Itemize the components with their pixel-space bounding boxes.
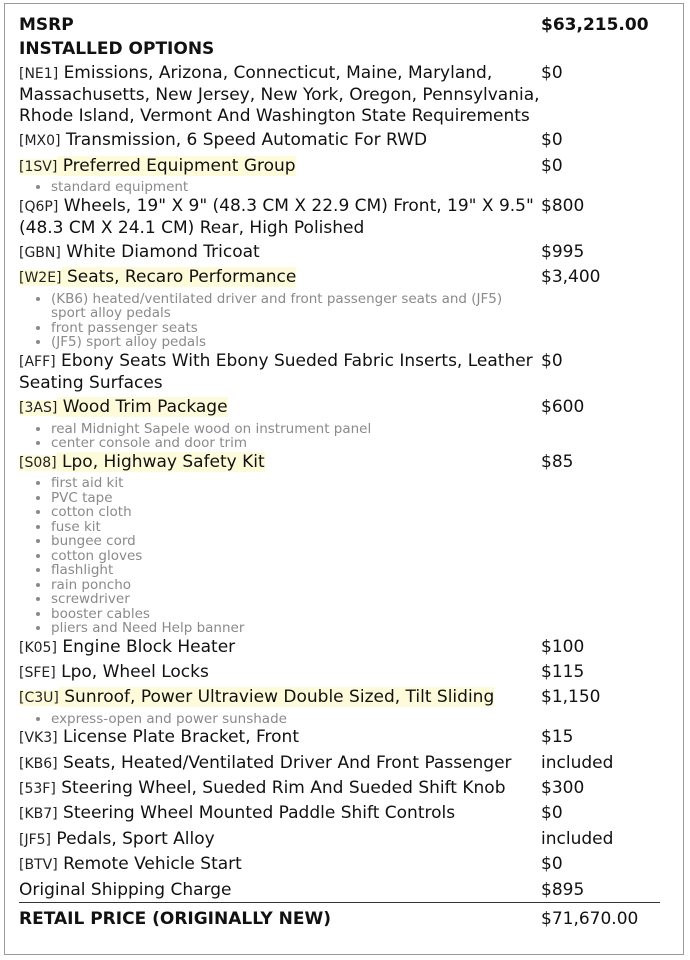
option-price: $600 xyxy=(541,397,585,418)
option-code: [MX0] xyxy=(19,133,61,150)
option-title: White Diamond Tricoat xyxy=(66,242,260,263)
option-row xyxy=(19,351,659,397)
options-list xyxy=(19,63,659,880)
option-code: [AFF] xyxy=(19,353,56,370)
option-price: $0 xyxy=(541,130,563,151)
equipment-list xyxy=(19,712,541,727)
option-title: Wheels, 19" X 9" (48.3 CM X 22.9 CM) Front, 19" X 9.5" (48.3 CM X 24.1 CM) Rear, High Polished xyxy=(19,195,534,238)
option-name xyxy=(19,351,541,394)
option-title: Emissions, Arizona, Connecticut, Maine, Maryland, Massachusetts, New Jersey, New York, Oregon, Pennsylvania, Rhode Island, Vermont And Washington State Requirements xyxy=(19,63,540,126)
option-name xyxy=(19,242,541,264)
msrp-label: MSRP xyxy=(19,15,74,35)
equipment-item: • front passenger seats xyxy=(51,321,541,336)
equipment-item: • booster cables xyxy=(51,607,541,622)
option-price: $100 xyxy=(541,636,585,657)
equipment-item: • express-open and power sunshade xyxy=(51,712,541,727)
msrp-row xyxy=(19,15,659,39)
equipment-item: • pliers and Need Help banner xyxy=(51,621,541,636)
equipment-item: • first aid kit xyxy=(51,476,541,491)
option-price: $15 xyxy=(541,727,574,748)
equipment-item: • screwdriver xyxy=(51,592,541,607)
option-row xyxy=(19,662,659,687)
option-price: $300 xyxy=(541,777,585,798)
option-title: Remote Vehicle Start xyxy=(63,854,242,875)
option-name xyxy=(19,130,541,152)
option-title: Pedals, Sport Alloy xyxy=(56,828,215,849)
option-row xyxy=(19,196,659,242)
option-code: [3AS] xyxy=(19,400,58,417)
shipping-row xyxy=(19,880,659,902)
equipment-item: • standard equipment xyxy=(51,180,541,195)
window-sticker xyxy=(4,3,684,955)
equipment-item: • (KB6) heated/ventilated driver and front passenger seats and (JF5) sport alloy pedals xyxy=(51,292,541,321)
option-title: Steering Wheel Mounted Paddle Shift Controls xyxy=(63,803,456,824)
equipment-item: • fuse kit xyxy=(51,520,541,535)
option-name xyxy=(19,854,541,876)
option-name xyxy=(19,753,541,775)
equipment-item: • flashlight xyxy=(51,563,541,578)
option-name xyxy=(19,452,541,474)
option-row xyxy=(19,397,659,422)
equipment-list xyxy=(19,476,541,636)
equipment-item: • cotton cloth xyxy=(51,505,541,520)
option-code: [KB7] xyxy=(19,806,58,823)
option-row xyxy=(19,156,659,181)
option-title: Lpo, Highway Safety Kit xyxy=(62,451,265,472)
option-code: [C3U] xyxy=(19,690,59,707)
option-row xyxy=(19,803,659,828)
option-price: $0 xyxy=(541,803,563,824)
retail-price-label: RETAIL PRICE (ORIGINALLY NEW) xyxy=(19,908,332,929)
option-name xyxy=(19,727,541,749)
equipment-item: • real Midnight Sapele wood on instrument panel xyxy=(51,422,541,437)
retail-price-value: $71,670.00 xyxy=(541,908,639,929)
option-title: Ebony Seats With Ebony Sueded Fabric Inserts, Leather Seating Surfaces xyxy=(19,350,533,393)
equipment-item: • bungee cord xyxy=(51,534,541,549)
option-name xyxy=(19,778,541,800)
option-code: [KB6] xyxy=(19,755,58,772)
option-code: [1SV] xyxy=(19,158,58,175)
option-row xyxy=(19,687,659,712)
option-code: [BTV] xyxy=(19,857,58,874)
option-name xyxy=(19,662,541,684)
option-row xyxy=(19,637,659,662)
equipment-list xyxy=(19,292,541,350)
option-row xyxy=(19,130,659,155)
equipment-item: • cotton gloves xyxy=(51,549,541,564)
option-code: [JF5] xyxy=(19,831,52,848)
option-name xyxy=(19,63,541,127)
option-price: $1,150 xyxy=(541,687,601,708)
option-price: included xyxy=(541,752,614,773)
retail-price-row xyxy=(19,903,659,930)
option-name xyxy=(19,803,541,825)
msrp-value: $63,215.00 xyxy=(541,15,649,35)
option-price: $85 xyxy=(541,451,574,472)
option-row xyxy=(19,778,659,803)
option-title: Wood Trim Package xyxy=(62,397,228,418)
shipping-label: Original Shipping Charge xyxy=(19,879,232,900)
option-title: Preferred Equipment Group xyxy=(62,155,296,176)
option-price: $115 xyxy=(541,661,585,682)
option-title: Steering Wheel, Sueded Rim And Sueded Shift Knob xyxy=(61,777,506,798)
option-title: License Plate Bracket, Front xyxy=(63,727,299,748)
option-code: [Q6P] xyxy=(19,198,59,215)
option-code: [53F] xyxy=(19,780,56,797)
option-code: [VK3] xyxy=(19,730,58,747)
option-price: $3,400 xyxy=(541,267,601,288)
option-row xyxy=(19,829,659,854)
option-code: [NE1] xyxy=(19,66,59,82)
option-title: Sunroof, Power Ultraview Double Sized, Tilt Sliding xyxy=(64,687,495,708)
option-title: Lpo, Wheel Locks xyxy=(61,661,209,682)
option-name xyxy=(19,267,541,289)
option-price: $0 xyxy=(541,155,563,176)
equipment-list xyxy=(19,422,541,451)
option-code: [GBN] xyxy=(19,245,61,262)
equipment-item: • center console and door trim xyxy=(51,436,541,451)
option-row xyxy=(19,242,659,267)
option-title: Engine Block Heater xyxy=(62,636,236,657)
option-code: [W2E] xyxy=(19,270,62,287)
option-row xyxy=(19,63,659,130)
option-title: Seats, Heated/Ventilated Driver And Front Passenger xyxy=(63,752,512,773)
option-price: $0 xyxy=(541,350,563,371)
installed-options-heading: INSTALLED OPTIONS xyxy=(19,39,215,59)
option-code: [K05] xyxy=(19,639,57,656)
installed-options-heading-row xyxy=(19,39,659,63)
option-price: $995 xyxy=(541,242,585,263)
equipment-list xyxy=(19,180,541,195)
option-row xyxy=(19,727,659,752)
option-price: $0 xyxy=(541,63,563,83)
price-list xyxy=(19,15,659,930)
option-name xyxy=(19,196,541,239)
option-name xyxy=(19,397,541,419)
option-row xyxy=(19,753,659,778)
option-title: Seats, Recaro Performance xyxy=(66,267,297,288)
equipment-item: • PVC tape xyxy=(51,491,541,506)
equipment-item: • rain poncho xyxy=(51,578,541,593)
option-price: $800 xyxy=(541,195,585,216)
option-row xyxy=(19,267,659,292)
option-price: $0 xyxy=(541,854,563,875)
option-name xyxy=(19,829,541,851)
option-name xyxy=(19,156,541,178)
option-title: Transmission, 6 Speed Automatic For RWD xyxy=(65,130,428,151)
option-name xyxy=(19,637,541,659)
option-code: [S08] xyxy=(19,454,57,471)
option-row xyxy=(19,854,659,879)
option-price: included xyxy=(541,828,614,849)
equipment-item: • (JF5) sport alloy pedals xyxy=(51,335,541,350)
option-name xyxy=(19,687,541,709)
shipping-value: $895 xyxy=(541,879,585,900)
option-row xyxy=(19,452,659,477)
option-code: [SFE] xyxy=(19,664,56,681)
